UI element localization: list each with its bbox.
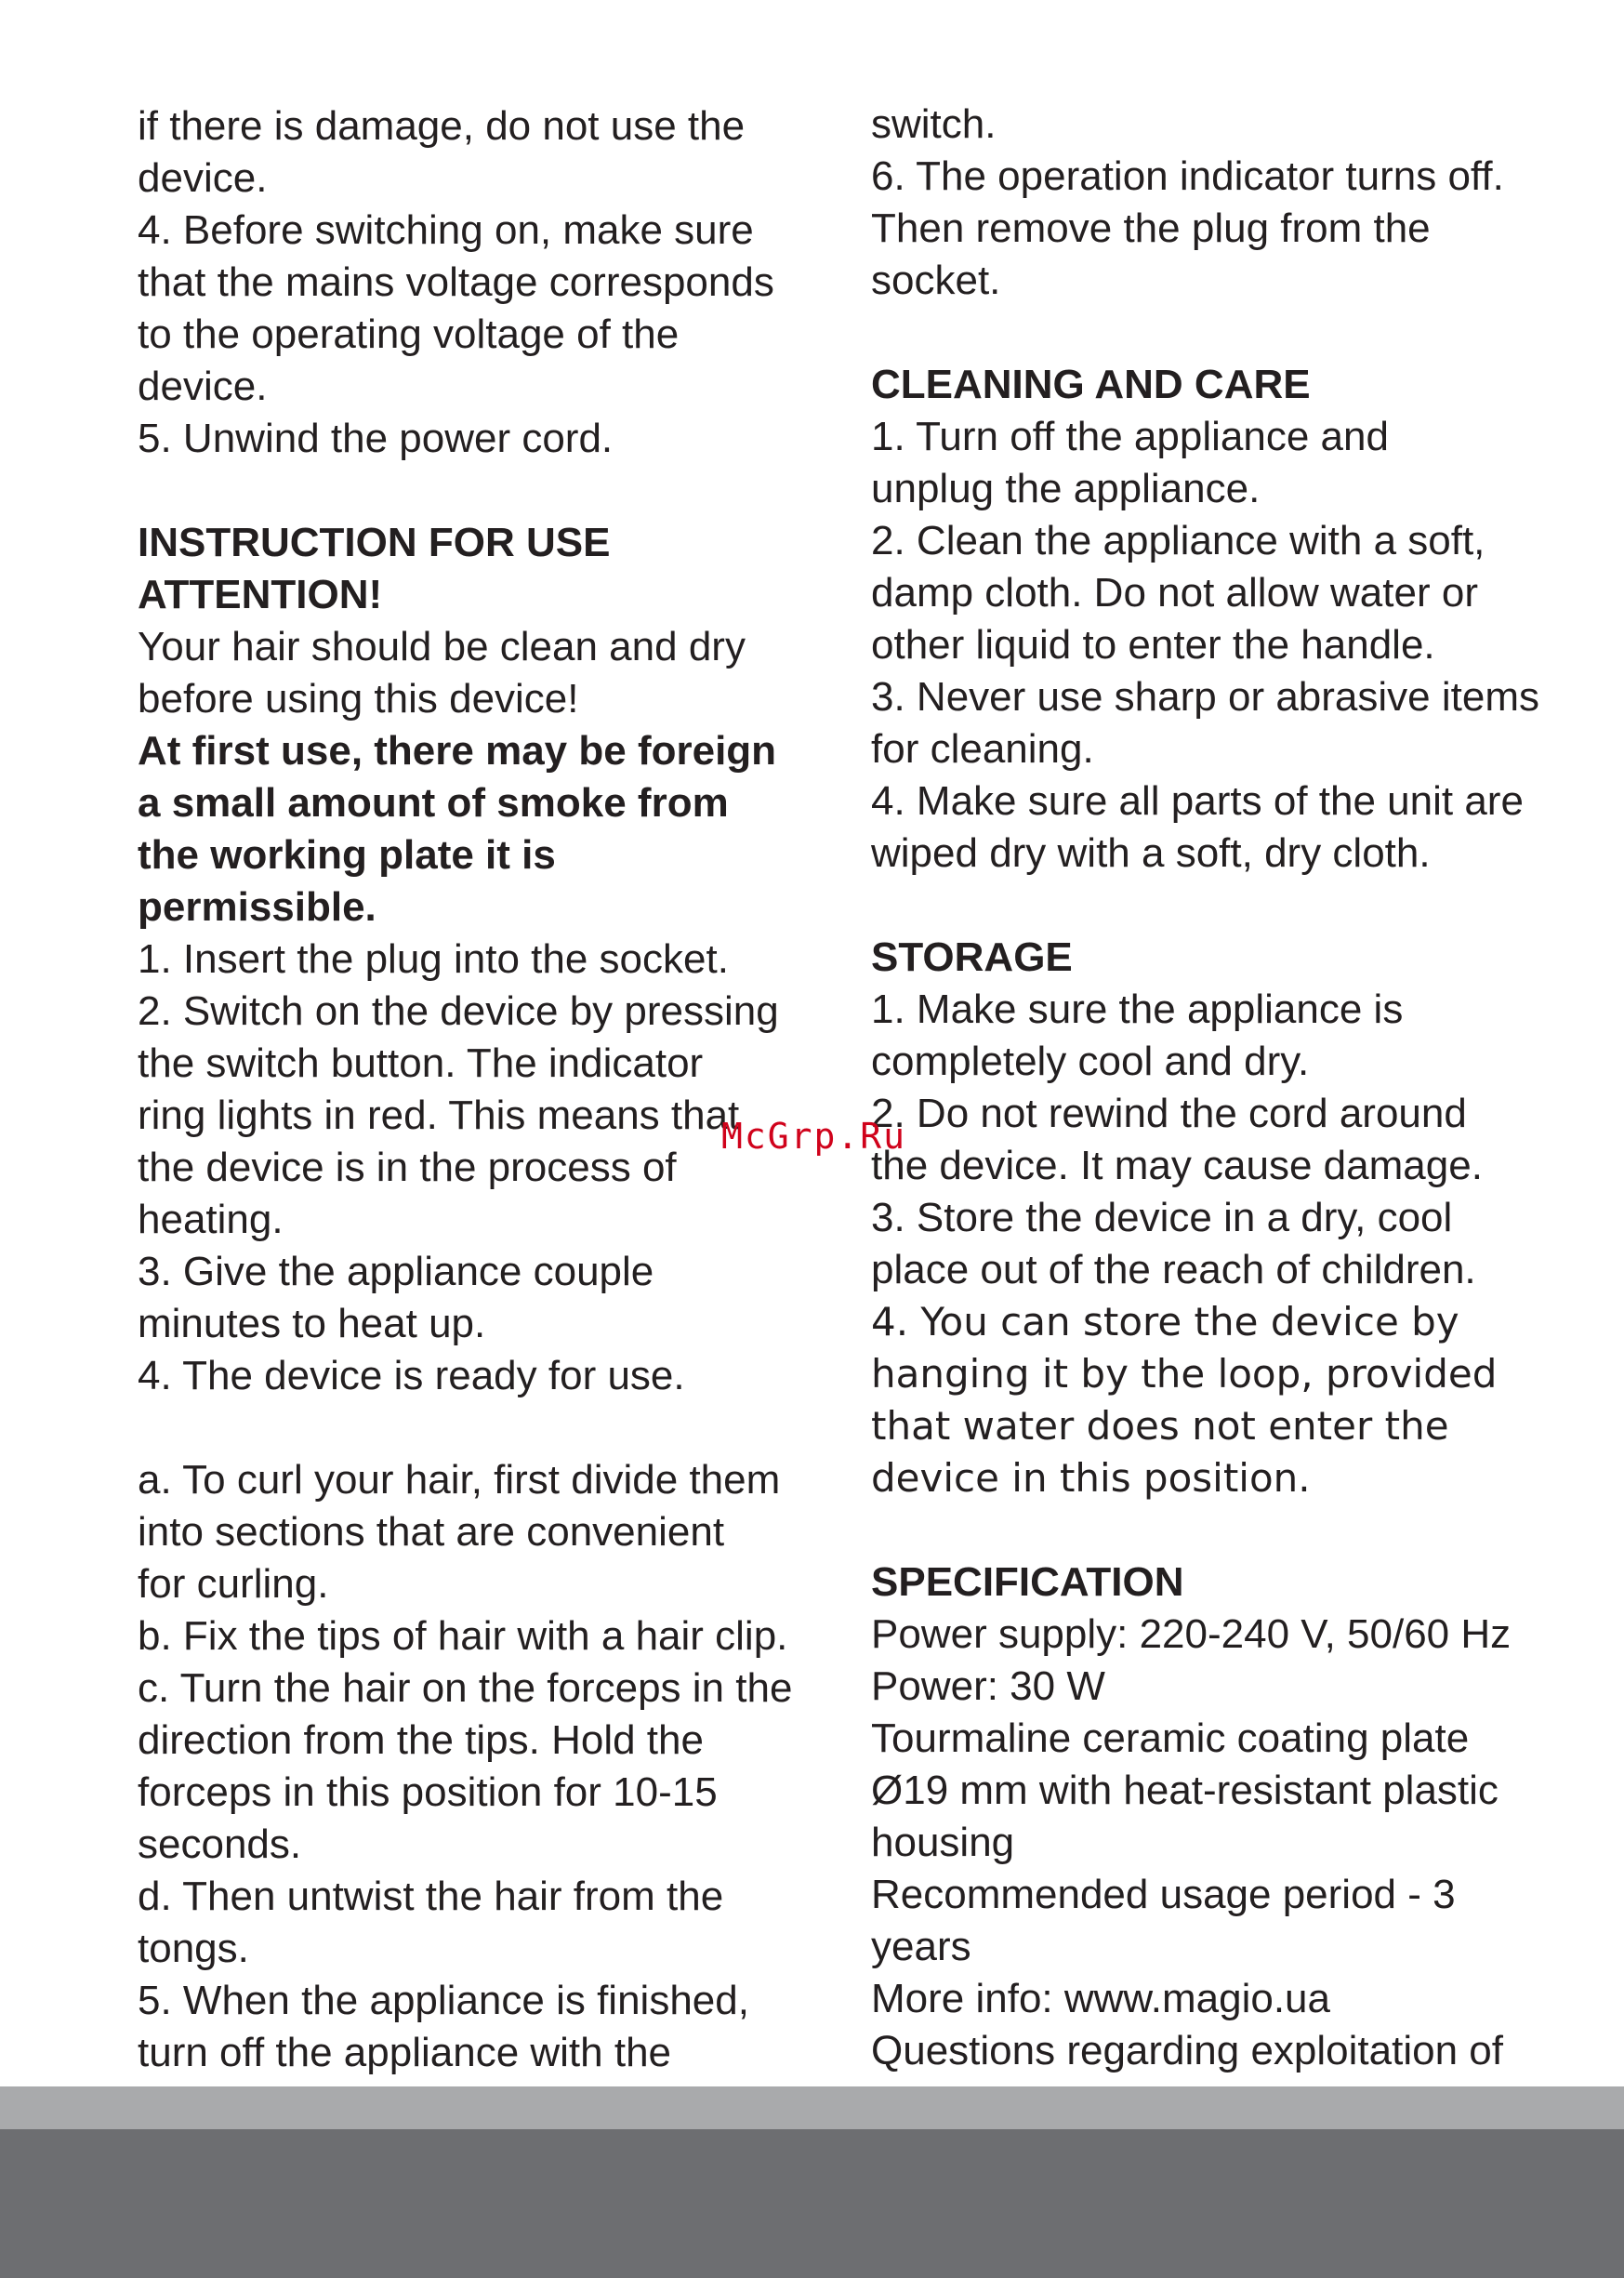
right-spacer bbox=[871, 880, 1587, 932]
left-text-line: the switch button. The indicator bbox=[138, 1040, 704, 1086]
right-text-line: 4. Make sure all parts of the unit are bbox=[871, 778, 1524, 824]
left-text-line: seconds. bbox=[138, 1821, 302, 1867]
right-text-line: hanging it by the loop, provided bbox=[871, 1351, 1498, 1397]
left-heading: ATTENTION! bbox=[138, 572, 383, 617]
left-text-line: c. Turn the hair on the forceps in the bbox=[138, 1665, 793, 1711]
right-text-line: Power supply: 220-240 V, 50/60 Hz bbox=[871, 1611, 1512, 1657]
right-text-line: years bbox=[871, 1924, 971, 1969]
left-text-line: into sections that are convenient bbox=[138, 1509, 725, 1555]
right-text-line: other liquid to enter the handle. bbox=[871, 622, 1435, 668]
right-spacer bbox=[871, 307, 1587, 359]
right-text-line: Recommended usage period - 3 bbox=[871, 1872, 1456, 1917]
left-text-line: that the mains voltage corresponds bbox=[138, 259, 774, 305]
left-text-line: 5. When the appliance is finished, bbox=[138, 1978, 749, 2023]
left-text-line: heating. bbox=[138, 1197, 284, 1242]
right-text-line: device in this position. bbox=[871, 1455, 1311, 1501]
left-text-line: device. bbox=[138, 364, 268, 409]
left-heading: permissible. bbox=[138, 884, 376, 930]
left-text-line: 4. The device is ready for use. bbox=[138, 1353, 685, 1398]
right-text-line: completely cool and dry. bbox=[871, 1039, 1310, 1084]
right-text-line: 3. Never use sharp or abrasive items bbox=[871, 674, 1539, 720]
left-heading: the working plate it is bbox=[138, 832, 556, 878]
right-text-line: the device. It may cause damage. bbox=[871, 1143, 1483, 1188]
right-text-line: 1. Make sure the appliance is bbox=[871, 987, 1404, 1032]
left-text-line: to the operating voltage of the bbox=[138, 311, 680, 357]
left-text-line: 5. Unwind the power cord. bbox=[138, 416, 614, 461]
right-text-line: for cleaning. bbox=[871, 726, 1094, 772]
right-text-line: 1. Turn off the appliance and bbox=[871, 414, 1389, 459]
left-column bbox=[138, 100, 825, 2079]
right-text-line: Tourmaline ceramic coating plate bbox=[871, 1715, 1470, 1761]
left-text-line: device. bbox=[138, 155, 268, 201]
right-text-line: 3. Store the device in a dry, cool bbox=[871, 1195, 1453, 1240]
right-text-line: housing bbox=[871, 1820, 1015, 1865]
right-text-line: More info: www.magio.ua bbox=[871, 1976, 1330, 2021]
left-text-line: minutes to heat up. bbox=[138, 1301, 486, 1346]
right-text-line: socket. bbox=[871, 258, 1001, 303]
right-text-line: wiped dry with a soft, dry cloth. bbox=[871, 830, 1431, 876]
left-text-line: 4. Before switching on, make sure bbox=[138, 207, 754, 253]
left-text-line: 1. Insert the plug into the socket. bbox=[138, 936, 729, 982]
left-spacer bbox=[138, 465, 825, 517]
right-text-line: 2. Do not rewind the cord around bbox=[871, 1091, 1467, 1136]
left-text-line: tongs. bbox=[138, 1926, 249, 1971]
right-text-line: switch. bbox=[871, 101, 997, 147]
left-heading: At first use, there may be foreign bbox=[138, 728, 777, 774]
right-text-line: 4. You can store the device by bbox=[871, 1299, 1459, 1344]
footer-band-dark bbox=[0, 2129, 1624, 2278]
left-text-line: before using this device! bbox=[138, 676, 579, 722]
left-text-line: turn off the appliance with the bbox=[138, 2030, 672, 2075]
left-text-line: a. To curl your hair, first divide them bbox=[138, 1457, 781, 1503]
watermark: McGrp.Ru bbox=[721, 1116, 907, 1157]
left-heading: INSTRUCTION FOR USE bbox=[138, 520, 611, 565]
left-text-line: d. Then untwist the hair from the bbox=[138, 1874, 724, 1919]
right-heading: STORAGE bbox=[871, 934, 1073, 980]
right-text-line: Then remove the plug from the bbox=[871, 205, 1431, 251]
left-text-line: if there is damage, do not use the bbox=[138, 103, 746, 149]
left-text-line: for curling. bbox=[138, 1561, 329, 1607]
right-text-line: Power: 30 W bbox=[871, 1663, 1105, 1709]
right-text-line: that water does not enter the bbox=[871, 1403, 1449, 1449]
left-text-line: the device is in the process of bbox=[138, 1145, 677, 1190]
left-text-line: 3. Give the appliance couple bbox=[138, 1249, 654, 1294]
right-text-line: 2. Clean the appliance with a soft, bbox=[871, 518, 1485, 563]
right-heading: SPECIFICATION bbox=[871, 1559, 1184, 1605]
left-text-line: 2. Switch on the device by pressing bbox=[138, 988, 779, 1034]
right-text-line: 6. The operation indicator turns off. bbox=[871, 153, 1504, 199]
left-heading: a small amount of smoke from bbox=[138, 780, 729, 826]
left-text-line: Your hair should be clean and dry bbox=[138, 624, 746, 669]
right-text-line: unplug the appliance. bbox=[871, 466, 1261, 511]
right-spacer bbox=[871, 1504, 1587, 1556]
left-text-line: direction from the tips. Hold the bbox=[138, 1717, 704, 1763]
left-spacer bbox=[138, 1402, 825, 1454]
left-text-line: ring lights in red. This means that bbox=[138, 1093, 740, 1138]
right-column bbox=[871, 99, 1587, 2077]
left-text-line: b. Fix the tips of hair with a hair clip. bbox=[138, 1613, 788, 1659]
right-heading: CLEANING AND CARE bbox=[871, 362, 1311, 407]
right-text-line: place out of the reach of children. bbox=[871, 1247, 1476, 1292]
right-text-line: Ø19 mm with heat-resistant plastic bbox=[871, 1768, 1499, 1813]
right-text-line: Questions regarding exploitation of bbox=[871, 2028, 1503, 2073]
right-text-line: damp cloth. Do not allow water or bbox=[871, 570, 1478, 616]
footer-band-light bbox=[0, 2086, 1624, 2129]
left-text-line: forceps in this position for 10-15 bbox=[138, 1769, 718, 1815]
